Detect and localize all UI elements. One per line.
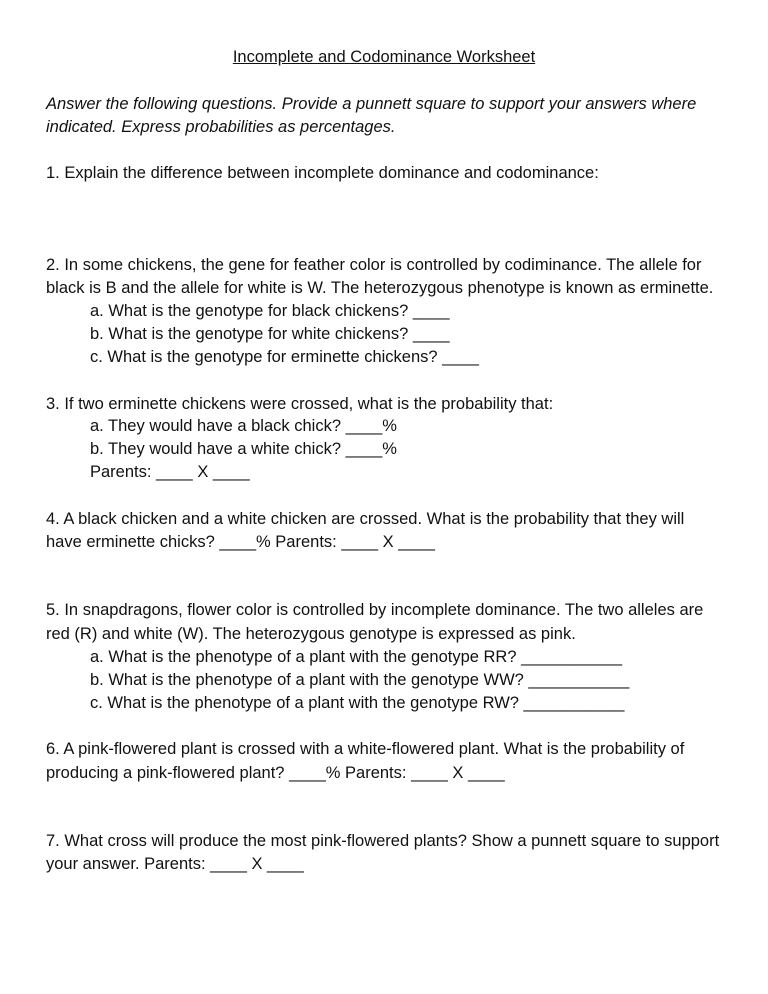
question-7-line-1: 7. What cross will produce the most pink-flowered plants? Show a punnett square to support bbox=[46, 832, 720, 850]
question-6-line-1: 6. A pink-flowered plant is crossed with a white-flowered plant. What is the probability of bbox=[46, 740, 685, 758]
question-2-line-1: 2. In some chickens, the gene for feather color is controlled by codiminance. The allele for bbox=[46, 256, 702, 274]
question-3a: a. They would have a black chick? ____% bbox=[90, 417, 397, 435]
question-1: 1. Explain the difference between incomplete dominance and codominance: bbox=[46, 164, 599, 182]
question-5-line-2: red (R) and white (W). The heterozygous genotype is expressed as pink. bbox=[46, 625, 576, 643]
question-2c: c. What is the genotype for erminette chickens? ____ bbox=[90, 348, 479, 366]
question-3b: b. They would have a white chick? ____% bbox=[90, 440, 397, 458]
question-6-line-2: producing a pink-flowered plant? ____% Parents: ____ X ____ bbox=[46, 764, 505, 782]
question-5a: a. What is the phenotype of a plant with the genotype RR? ___________ bbox=[90, 648, 623, 666]
question-5c: c. What is the phenotype of a plant with the genotype RW? ___________ bbox=[90, 694, 625, 712]
question-2b: b. What is the genotype for white chickens? ____ bbox=[90, 325, 450, 343]
question-4-line-2: have erminette chicks? ____% Parents: ____ X ____ bbox=[46, 533, 435, 551]
question-5b: b. What is the phenotype of a plant with the genotype WW? ___________ bbox=[90, 671, 630, 689]
instructions-line-2: indicated. Express probabilities as percentages. bbox=[46, 118, 396, 136]
question-2-line-2: black is B and the allele for white is W. The heterozygous phenotype is known as erminette. bbox=[46, 279, 714, 297]
question-3-parents: Parents: ____ X ____ bbox=[90, 463, 250, 481]
question-4-line-1: 4. A black chicken and a white chicken are crossed. What is the probability that they will bbox=[46, 510, 685, 528]
instructions-line-1: Answer the following questions. Provide a punnett square to support your answers where bbox=[46, 95, 697, 113]
page-title: Incomplete and Codominance Worksheet bbox=[232, 48, 536, 66]
question-3: 3. If two erminette chickens were crossed, what is the probability that: bbox=[46, 395, 554, 413]
question-7-line-2: your answer. Parents: ____ X ____ bbox=[46, 855, 304, 873]
question-5-line-1: 5. In snapdragons, flower color is controlled by incomplete dominance. The two alleles are bbox=[46, 601, 704, 619]
question-2a: a. What is the genotype for black chickens? ____ bbox=[90, 302, 450, 320]
